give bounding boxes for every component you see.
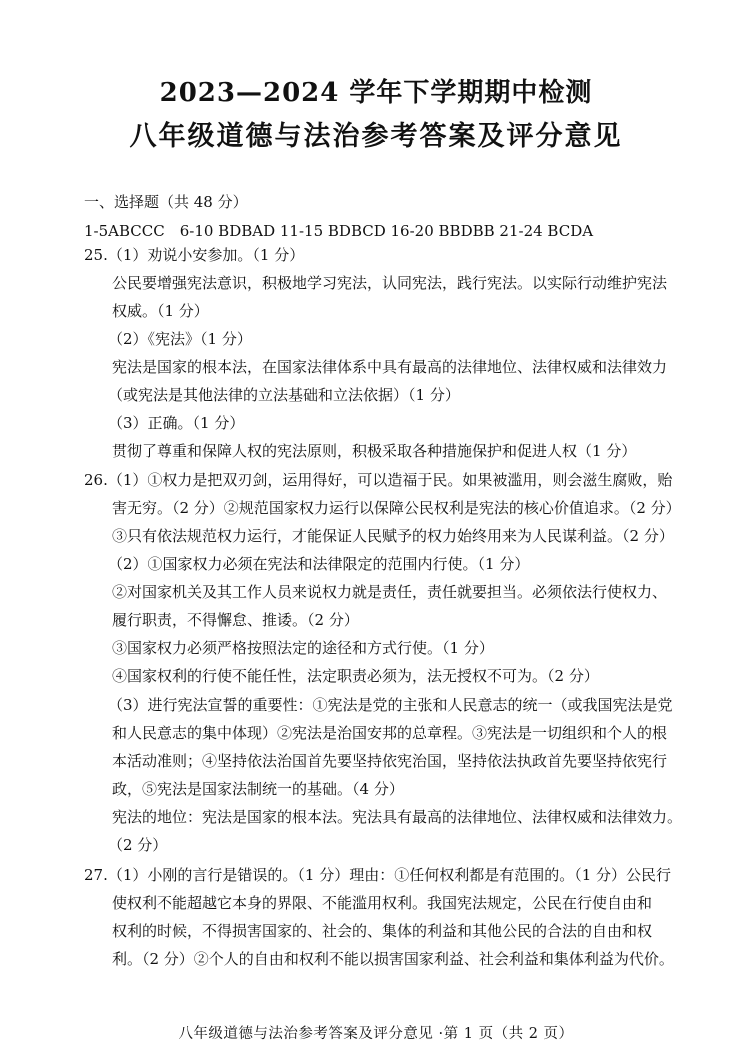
answer-line: ②对国家机关及其工作人员来说权力就是责任，责任就要担当。必须依法行使权力、 xyxy=(112,583,668,601)
answer-line: 政，⑤宪法是国家法制统一的基础。（4 分） xyxy=(112,780,404,798)
answer-line: 公民要增强宪法意识，积极地学习宪法，认同宪法，践行宪法。以实际行动维护宪法 xyxy=(112,274,668,292)
answer-line: （2）《宪法》（1 分） xyxy=(108,330,252,348)
section-heading-choice: 一、选择题（共 48 分） xyxy=(84,193,248,211)
answer-line: 26.（1）①权力是把双刃剑，运用得好，可以造福于民。如果被滥用，则会滋生腐败，贻 xyxy=(84,471,673,489)
answer-line: 宪法是国家的根本法，在国家法律体系中具有最高的法律地位、法律权威和法律效力 xyxy=(112,358,668,376)
answer-line: （3）进行宪法宣誓的重要性：①宪法是党的主张和人民意志的统一（或我国宪法是党 xyxy=(108,696,673,714)
answer-line: 利。（2 分）②个人的自由和权利不能以损害国家利益、社会利益和集体利益为代价。 xyxy=(112,950,674,968)
answer-line: （2）①国家权力必须在宪法和法律限定的范围内行使。（1 分） xyxy=(108,555,530,573)
answer-line: 权威。（1 分） xyxy=(112,302,209,320)
choice-answers: 1-5ABCCC 6-10 BDBAD 11-15 BDBCD 16-20 BBDBB 21-24 BCDA xyxy=(84,222,594,240)
answer-line: ③国家权力必须严格按照法定的途径和方式行使。（1 分） xyxy=(112,639,494,657)
answer-line: 宪法的地位：宪法是国家的根本法。宪法具有最高的法律地位、法律权威和法律效力。 xyxy=(112,808,683,826)
document-subtitle: 八年级道德与法治参考答案及评分意见 xyxy=(129,121,623,152)
answer-line: （或宪法是其他法律的立法基础和立法依据）（1 分） xyxy=(108,386,460,404)
answer-line: 害无穷。（2 分）②规范国家权力运行以保障公民权利是宪法的核心价值追求。（2 分） xyxy=(112,499,681,517)
answer-line: 履行职责，不得懈怠、推诿。（2 分） xyxy=(112,611,359,629)
answer-line: 贯彻了尊重和保障人权的宪法原则，积极采取各种措施保护和促进人权（1 分） xyxy=(112,442,637,460)
answer-line: ④国家权利的行使不能任性，法定职责必须为，法无授权不可为。（2 分） xyxy=(112,667,599,685)
answer-line: 使权利不能超越它本身的界限、不能滥用权利。我国宪法规定，公民在行使自由和 xyxy=(112,894,653,912)
answer-line: 权利的时候，不得损害国家的、社会的、集体的利益和其他公民的合法的自由和权 xyxy=(112,922,653,940)
page-footer: 八年级道德与法治参考答案及评分意见 ·第 1 页（共 2 页） xyxy=(178,1026,574,1042)
answer-line: （3）正确。（1 分） xyxy=(108,414,245,432)
answer-line: ③只有依法规范权力运行，才能保证人民赋予的权力始终用来为人民谋利益。（2 分） xyxy=(112,527,674,545)
document-title: 2023—2024 学年下学期期中检测 xyxy=(159,78,593,108)
answer-line: 和人民意志的集中体现）②宪法是治国安邦的总章程。③宪法是一切组织和个人的根 xyxy=(112,724,668,742)
answer-line: 27.（1）小刚的言行是错误的。（1 分）理由：①任何权利都是有范围的。（1 分）公民行 xyxy=(84,866,672,884)
answer-line: 本活动准则；④坚持依法治国首先要坚持依宪治国，坚持依法执政首先要坚持依宪行 xyxy=(112,752,668,770)
answer-line: 25.（1）劝说小安参加。（1 分） xyxy=(84,246,305,264)
answer-line: （2 分） xyxy=(108,836,168,854)
